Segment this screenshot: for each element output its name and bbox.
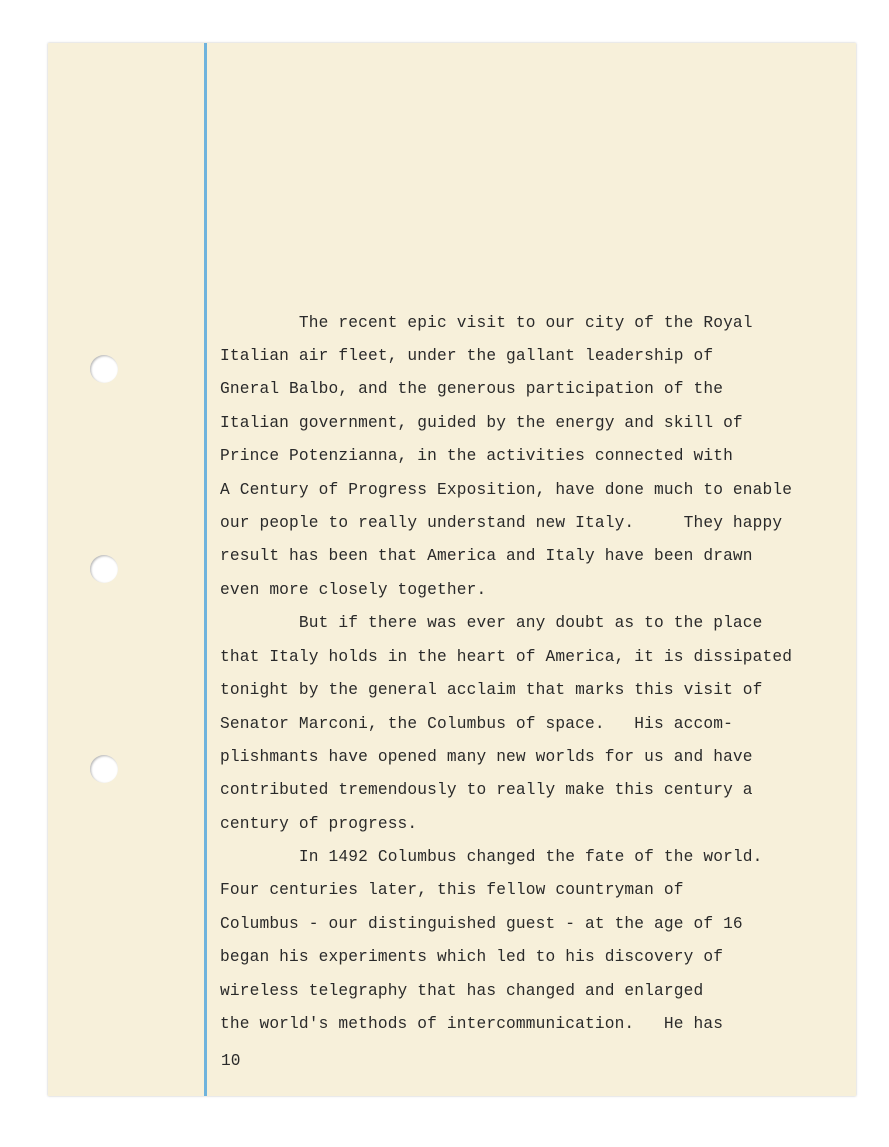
text-line: tonight by the general acclaim that marks this visit of [220,681,763,699]
margin-rule-line [204,43,207,1096]
page-number: 10 [221,1052,241,1070]
punch-hole [90,355,118,383]
text-line: that Italy holds in the heart of America, it is dissipated [220,648,793,666]
text-line: our people to really understand new Italy. They happy [220,514,783,532]
text-line: even more closely together. [220,581,487,599]
text-line: result has been that America and Italy have been drawn [220,547,753,565]
text-line: contributed tremendously to really make this century a [220,781,753,799]
text-line: The recent epic visit to our city of the Royal [220,314,753,332]
text-line: Prince Potenzianna, in the activities connected with [220,447,733,465]
text-line: A Century of Progress Exposition, have done much to enable [220,481,793,499]
text-line: Italian government, guided by the energy and skill of [220,414,743,432]
document-page [48,43,856,1096]
text-line: In 1492 Columbus changed the fate of the world. [220,848,763,866]
text-line: Columbus - our distinguished guest - at the age of 16 [220,915,743,933]
text-line: Four centuries later, this fellow countryman of [220,881,684,899]
punch-hole [90,755,118,783]
text-line: wireless telegraphy that has changed and enlarged [220,982,704,1000]
text-line: the world's methods of intercommunication. He has [220,1015,724,1033]
text-line: plishmants have opened many new worlds for us and have [220,748,753,766]
punch-hole [90,555,118,583]
text-line: But if there was ever any doubt as to the place [220,614,763,632]
text-line: Senator Marconi, the Columbus of space. His accom- [220,715,733,733]
text-line: century of progress. [220,815,418,833]
text-line: Italian air fleet, under the gallant leadership of [220,347,714,365]
text-line: began his experiments which led to his discovery of [220,948,724,966]
text-line: Gneral Balbo, and the generous participation of the [220,380,724,398]
